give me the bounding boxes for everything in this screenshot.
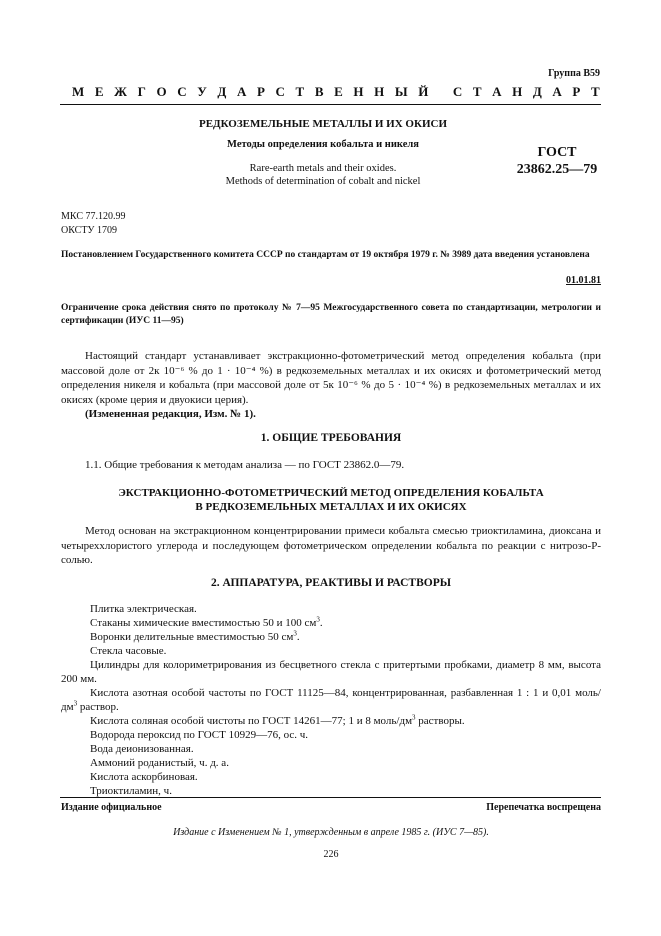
page-number: 226	[323, 849, 339, 860]
banner-letter: А	[236, 84, 247, 99]
gost-number: 23862.25—79	[516, 162, 598, 177]
banner-letter: Ж	[114, 84, 128, 99]
official-edition-label: Издание официальное	[61, 802, 162, 813]
banner-letter: Ы	[394, 84, 408, 99]
section1-heading: 1. ОБЩИЕ ТРЕБОВАНИЯ	[260, 432, 402, 444]
banner-letter: Е	[94, 84, 104, 99]
list-item: Кислота аскорбиновая.	[90, 771, 198, 783]
banner-letter: С	[452, 84, 463, 99]
group-code: Группа В59	[548, 68, 600, 79]
banner-letter: Р	[256, 84, 265, 99]
list-item: Стекла часовые.	[90, 645, 167, 657]
banner-letter: У	[197, 84, 207, 99]
gost-designation	[507, 144, 607, 178]
list-item: Аммоний роданистый, ч. д. а.	[90, 757, 229, 769]
list-item: Плитка электрическая.	[90, 603, 197, 615]
banner-letter: Г	[137, 84, 146, 99]
banner-letter: С	[177, 84, 187, 99]
list-item: Цилиндры для колориметрирования из бесцветного стекла с притертыми пробками, диаметр 8 мм, высота 200 мм.	[61, 659, 601, 685]
banner-letter: Т	[295, 84, 305, 99]
section2-heading: 2. АППАРАТУРА, РЕАКТИВЫ И РАСТВОРЫ	[210, 577, 452, 589]
banner-letter: Т	[472, 84, 482, 99]
banner-letter: Д	[217, 84, 227, 99]
banner-letter: Н	[512, 84, 523, 99]
method-heading-line2: В РЕДКОЗЕМЕЛЬНЫХ МЕТАЛЛАХ И ИХ ОКИСЯХ	[195, 501, 467, 513]
limitation-text: Ограничение срока действия снято по протоколу № 7—95 Межгосударственного совета по стандартизации, метрологии и сертификации (ИУС 11—95)	[61, 303, 601, 326]
banner-letter: Й	[418, 84, 429, 99]
edition-note: Издание с Изменением № 1, утвержденным в апреле 1985 г. (ИУС 7—85).	[173, 827, 489, 838]
banner-letter: Е	[334, 84, 343, 99]
section1-body	[61, 458, 601, 473]
mks-code: МКС 77.120.99	[61, 211, 126, 222]
list-item: Стаканы химические вместимостью 50 и 100 $см^3$.	[90, 615, 323, 629]
header-rule	[60, 104, 601, 105]
section1-text: 1.1. Общие требования к методам анализа — по ГОСТ 23862.0—79.	[85, 459, 405, 471]
list-item: Вода деионизованная.	[90, 743, 194, 755]
banner-letter: Д	[532, 84, 542, 99]
method-heading	[61, 486, 601, 514]
intro-paragraph: Настоящий стандарт устанавливает экстракционно-фотометрический метод определения кобальта (при массовой доле от 2к 10⁻⁶ % до 1 · 10⁻⁴ %) в редкоземельных металлах и их окисях и фотометрический метод определения никеля и кобальта (при массовой доле от 5к 10⁻⁶ % до 5 · 10⁻⁴ %) в редкоземельных металлах и их окисях (кроме церия и двуокиси церия).	[61, 350, 601, 406]
method-heading-line1: ЭКСТРАКЦИОННО-ФОТОМЕТРИЧЕСКИЙ МЕТОД ОПРЕДЕЛЕНИЯ КОБАЛЬТА	[118, 487, 544, 499]
footer-rule	[60, 797, 601, 798]
intro-section	[61, 349, 601, 422]
method-body	[61, 524, 601, 568]
title-ru: РЕДКОЗЕМЕЛЬНЫЕ МЕТАЛЛЫ И ИХ ОКИСИ	[198, 118, 448, 130]
banner-letter: С	[275, 84, 285, 99]
banner-letter: М	[72, 84, 85, 99]
list-item: Триоктиламин, ч.	[90, 785, 172, 797]
reprint-prohibited-label: Перепечатка воспрещена	[486, 802, 601, 813]
banner-letter: Н	[353, 84, 364, 99]
effective-date: 01.01.81	[566, 275, 601, 286]
subtitle-ru: Методы определения кобальта и никеля	[227, 139, 419, 150]
list-item: Водорода пероксид по ГОСТ 10929—76, ос. ч.	[90, 729, 309, 741]
gost-label: ГОСТ	[537, 145, 577, 160]
banner-letter: Т	[590, 84, 600, 99]
list-item: Воронки делительные вместимостью 50 $см^3$.	[90, 629, 300, 643]
title-en-line2: Methods of determination of cobalt and nickel	[225, 176, 421, 187]
banner-letter: А	[552, 84, 562, 99]
banner-letter: Р	[572, 84, 581, 99]
list-item: Кислота азотная особой частоты по ГОСТ 11125—84, концентрированная, разбавленная 1 : 1 и 0,01 моль/$дм^3$ раствор.	[61, 687, 601, 713]
banner-letter: В	[314, 84, 324, 99]
banner-letter: О	[156, 84, 167, 99]
title-en-line1: Rare-earth metals and their oxides.	[249, 163, 397, 174]
banner-letter: А	[492, 84, 502, 99]
okstu-code: ОКСТУ 1709	[61, 225, 118, 236]
standard-banner	[72, 84, 600, 100]
method-text: Метод основан на экстракционном концентрировании примеси кобальта смесью триоктиламина, диоксана и четыреххлористого углерода и последующем фотометрическом определении кобальта по реакции с нитрозо-Р-солью.	[61, 525, 601, 566]
classification-codes	[61, 210, 125, 238]
decree-text: Постановлением Государственного комитета СССР по стандартам от 19 октября 1979 г. № 3989 дата введения установлена	[61, 250, 590, 260]
reagents-list	[61, 602, 601, 798]
list-item: Кислота соляная особой чистоты по ГОСТ 14261—77; 1 и 8 моль/$дм^3$ растворы.	[90, 713, 465, 727]
banner-gap	[439, 84, 442, 100]
amendment-note: (Измененная редакция, Изм. № 1).	[85, 408, 256, 420]
banner-letter: Н	[374, 84, 385, 99]
